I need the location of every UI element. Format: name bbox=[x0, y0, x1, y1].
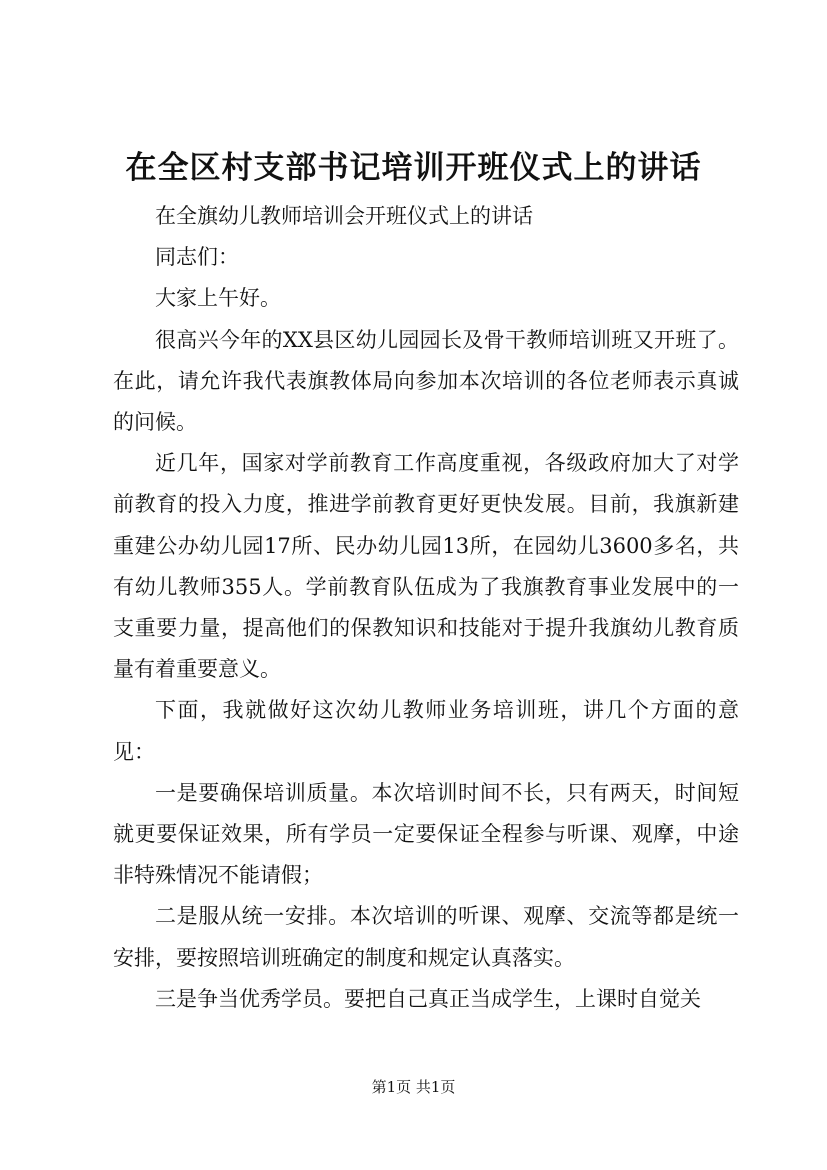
paragraph-greeting: 大家上午好。 bbox=[155, 286, 281, 311]
page-number-footer: 第1页 共1页 bbox=[371, 1078, 456, 1096]
paragraph-point-one: 一是要确保培训质量。本次培训时间不长，只有两天，时间短就更要保证效果，所有学员一定要保证全程参与听课、观摩，中途非特殊情况不能请假； bbox=[113, 780, 739, 888]
paragraph-intro-points: 下面，我就做好这次幼儿教师业务培训班，讲几个方面的意见： bbox=[113, 698, 739, 764]
document-title: 在全区村支部书记培训开班仪式上的讲话 bbox=[125, 150, 702, 186]
paragraph-point-two: 二是服从统一安排。本次培训的听课、观摩、交流等都是统一安排，要按照培训班确定的制度和规定认真落实。 bbox=[113, 904, 739, 970]
paragraph-opening: 很高兴今年的XX县区幼儿园园长及骨干教师培训班又开班了。在此，请允许我代表旗教体局向参加本次培训的各位老师表示真诚的问候。 bbox=[113, 327, 739, 435]
paragraph-subtitle: 在全旗幼儿教师培训会开班仪式上的讲话 bbox=[155, 204, 533, 228]
document-body bbox=[113, 196, 739, 1020]
paragraph-salutation: 同志们： bbox=[155, 245, 239, 270]
paragraph-point-three: 三是争当优秀学员。要把自己真正当成学生，上课时自觉关 bbox=[155, 986, 701, 1011]
paragraph-background: 近几年，国家对学前教育工作高度重视，各级政府加大了对学前教育的投入力度，推进学前教育更好更快发展。目前，我旗新建重建公办幼儿园17所、民办幼儿园13所，在园幼儿3600多名，共有幼儿教师355人。学前教育队伍成为了我旗教育事业发展中的一支重要力量，提高他们的保教知识和技能对于提升我旗幼儿教育质量有着重要意义。 bbox=[113, 451, 739, 682]
